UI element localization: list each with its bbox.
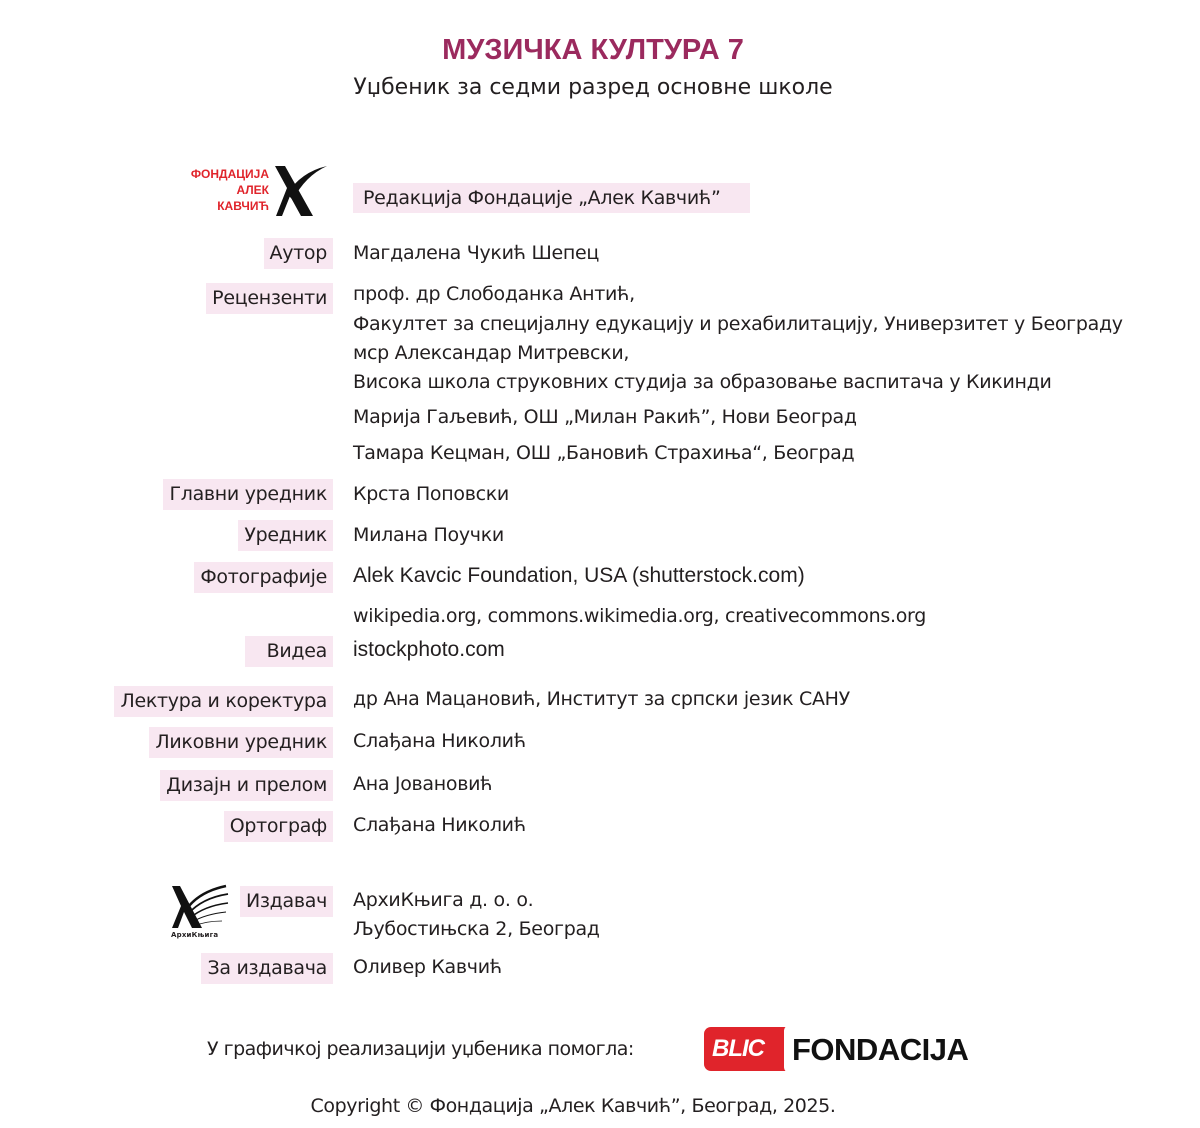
publisher-logo-text: АрхиКњига <box>171 931 219 939</box>
label-photos: Фотографије <box>194 562 333 593</box>
foundation-logo-text <box>191 166 269 214</box>
photos-line: Alek Kavcic Foundation, USA (shutterstock.com) <box>353 564 805 587</box>
alek-kavcic-foundation-logo-icon <box>273 164 329 218</box>
value-videos: istockphoto.com <box>353 638 505 661</box>
foundation-logo-line: КАВЧИЋ <box>217 199 269 213</box>
blic-logo-icon <box>704 1027 788 1071</box>
book-subtitle: Уџбеник за седми разред основне школе <box>353 75 833 100</box>
blic-logo-text: BLIC <box>712 1035 764 1062</box>
copyright: Copyright © Фондација „Алек Кавчић”, Београд, 2025. <box>310 1095 836 1117</box>
value-for-publisher: Оливер Кавчић <box>353 956 502 978</box>
value-orthography: Слађана Николић <box>353 814 526 836</box>
publisher-logo <box>168 884 234 942</box>
foundation-logo-line: АЛЕК <box>236 183 269 197</box>
arhiknjiga-logo-icon <box>168 884 234 932</box>
photos-line: wikipedia.org, commons.wikimedia.org, creativecommons.org <box>353 605 926 627</box>
value-art-editor: Слађана Николић <box>353 730 526 752</box>
publisher-line: АрхиКњига д. о. о. <box>353 889 534 911</box>
sponsor-text: У графичкој реализацији уџбеника помогла: <box>207 1038 634 1060</box>
reviewer-line: Тамара Кецман, ОШ „Бановић Страхиња“, Београд <box>353 442 855 464</box>
label-publisher: Издавач <box>240 886 333 917</box>
label-proofreading: Лектура и коректура <box>114 686 333 717</box>
label-art-editor: Ликовни уредник <box>149 727 333 758</box>
fondacija-logo <box>784 1025 998 1073</box>
reviewer-line: Факултет за специјалну едукацију и рехабилитацију, Универзитет у Београду <box>353 313 1123 335</box>
fondacija-logo-text: FONDACIJA <box>792 1032 969 1067</box>
label-for-publisher: За издавача <box>201 953 333 984</box>
publisher-line: Љубостињска 2, Београд <box>353 918 600 940</box>
value-design: Ана Јовановић <box>353 773 493 795</box>
foundation-logo <box>176 164 331 218</box>
reviewer-line: Висока школа струковних студија за образовање васпитача у Кикинди <box>353 371 1052 393</box>
value-editor-in-chief: Крста Поповски <box>353 483 509 505</box>
label-design: Дизајн и прелом <box>160 770 333 801</box>
label-videos: Видеа <box>245 636 333 667</box>
value-editor: Милана Поучки <box>353 524 504 546</box>
reviewer-line: Марија Гаљевић, ОШ „Милан Ракић”, Нови Београд <box>353 406 857 428</box>
value-proofreading: др Ана Мацановић, Институт за српски језик САНУ <box>353 688 850 710</box>
reviewer-line: мср Александар Митревски, <box>353 342 630 364</box>
book-title: МУЗИЧКА КУЛТУРА 7 <box>442 34 744 66</box>
value-author: Магдалена Чукић Шепец <box>353 242 600 264</box>
label-orthography: Ортограф <box>224 811 333 842</box>
label-editor: Уредник <box>238 520 333 551</box>
foundation-logo-line: ФОНДАЦИЈА <box>190 167 269 181</box>
label-editor-in-chief: Главни уредник <box>163 479 333 510</box>
label-reviewers: Рецензенти <box>206 283 333 314</box>
blic-fondacija-logo <box>704 1025 998 1073</box>
label-author: Аутор <box>264 238 334 269</box>
reviewer-line: проф. др Слободанка Антић, <box>353 283 635 305</box>
editorial-board: Редакција Фондације „Алек Кавчић” <box>353 183 750 213</box>
